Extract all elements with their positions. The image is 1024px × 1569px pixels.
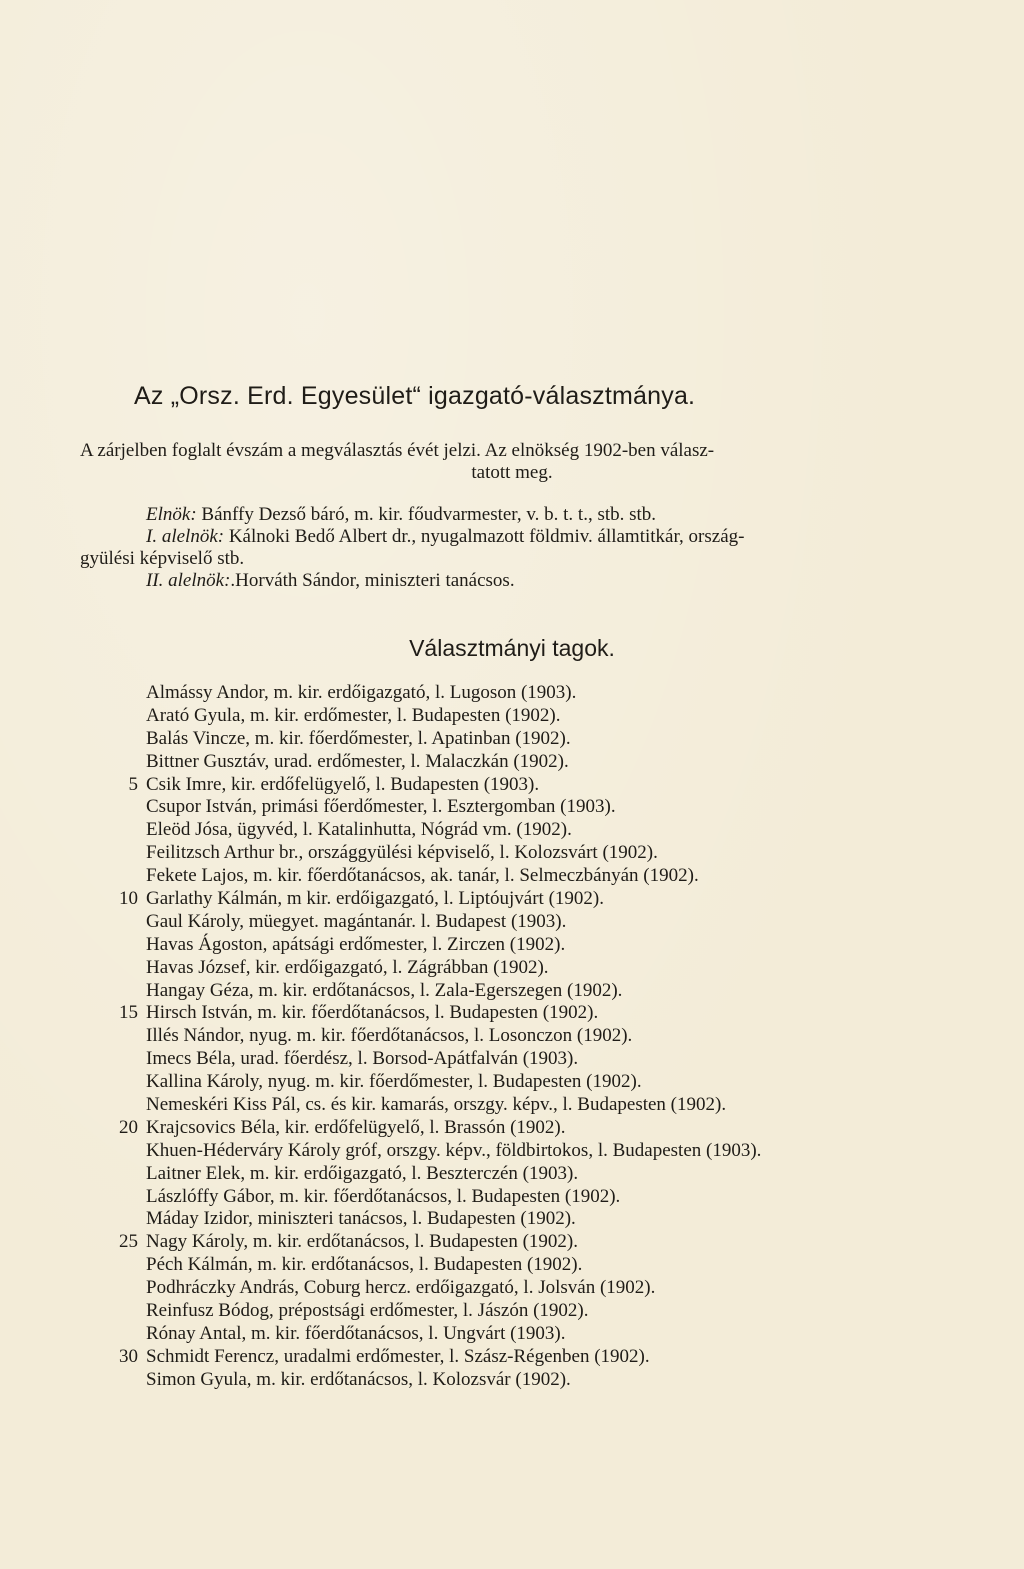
list-item <box>104 1231 964 1254</box>
list-item <box>104 728 964 751</box>
vice-president-2-label: II. alelnök: <box>146 570 231 591</box>
member-entry: Feilitzsch Arthur br., országgyülési képviselő, l. Kolozsvárt (1902). <box>146 842 658 864</box>
list-item <box>104 751 964 774</box>
member-entry: Havas József, kir. erdőigazgató, l. Zágrábban (1902). <box>146 956 549 978</box>
list-item <box>104 705 964 728</box>
member-entry: Lászlóffy Gábor, m. kir. főerdőtanácsos, l. Budapesten (1902). <box>146 1185 621 1207</box>
members-list <box>104 682 964 1392</box>
list-item <box>104 1186 964 1209</box>
member-entry: Bittner Gusztáv, urad. erdőmester, l. Malaczkán (1902). <box>146 750 569 772</box>
line-number: 25 <box>119 1231 138 1253</box>
member-entry: Nemeskéri Kiss Pál, cs. és kir. kamarás, orszgy. képv., l. Budapesten (1902). <box>146 1094 727 1116</box>
page-title: Az „Orsz. Erd. Egyesület“ igazgató-választmánya. <box>134 382 696 410</box>
list-item <box>104 774 964 797</box>
list-item <box>104 1277 964 1300</box>
line-number: 30 <box>119 1345 138 1367</box>
list-item <box>104 682 964 705</box>
list-item <box>104 1140 964 1163</box>
member-entry: Gaul Károly, müegyet. magántanár. l. Budapest (1903). <box>146 910 567 932</box>
president-label: Elnök: <box>146 504 197 525</box>
list-item <box>104 842 964 865</box>
member-entry: Laitner Elek, m. kir. erdőigazgató, l. Beszterczén (1903). <box>146 1162 579 1184</box>
member-entry: Fekete Lajos, m. kir. főerdőtanácsos, ak. tanár, l. Selmeczbányán (1902). <box>146 865 699 887</box>
list-item <box>104 1254 964 1277</box>
list-item <box>104 1094 964 1117</box>
intro-paragraph-line2: tatott meg. <box>471 462 553 483</box>
list-item <box>104 1048 964 1071</box>
member-entry: Reinfusz Bódog, prépostsági erdőmester, l. Jászón (1902). <box>146 1300 589 1322</box>
list-item <box>104 865 964 888</box>
member-entry: Nagy Károly, m. kir. erdőtanácsos, l. Budapesten (1902). <box>146 1231 578 1253</box>
vice-president-2-text: .Horváth Sándor, miniszteri tanácsos. <box>230 570 515 591</box>
vice-president-1-text: Kálnoki Bedő Albert dr., nyugalmazott földmiv. államtitkár, ország- <box>228 526 745 547</box>
member-entry: Podhráczky András, Coburg hercz. erdőigazgató, l. Jolsván (1902). <box>146 1277 656 1299</box>
vice-president-1-continuation: gyülési képviselő stb. <box>80 548 245 569</box>
member-entry: Havas Ágoston, apátsági erdőmester, l. Zirczen (1902). <box>146 933 566 955</box>
member-entry: Máday Izidor, miniszteri tanácsos, l. Budapesten (1902). <box>146 1208 576 1230</box>
member-entry: Krajcsovics Béla, kir. erdőfelügyelő, l. Brassón (1902). <box>146 1116 566 1138</box>
member-entry: Rónay Antal, m. kir. főerdőtanácsos, l. Ungvárt (1903). <box>146 1322 566 1344</box>
member-entry: Almássy Andor, m. kir. erdőigazgató, l. Lugoson (1903). <box>146 682 577 703</box>
list-item <box>104 819 964 842</box>
member-entry: Arató Gyula, m. kir. erdőmester, l. Budapesten (1902). <box>146 704 561 726</box>
list-item <box>104 1002 964 1025</box>
member-entry: Péch Kálmán, m. kir. erdőtanácsos, l. Budapesten (1902). <box>146 1254 583 1276</box>
list-item <box>104 1071 964 1094</box>
list-item <box>104 957 964 980</box>
list-item <box>104 1369 964 1392</box>
intro-paragraph-line1: A zárjelben foglalt évszám a megválasztás évét jelzi. Az elnökség 1902-ben válasz- <box>80 440 715 461</box>
vice-president-1-line <box>80 526 948 548</box>
vice-president-1-label: I. alelnök: <box>146 526 225 547</box>
president-line <box>80 504 948 526</box>
line-number: 5 <box>128 773 138 795</box>
member-entry: Hirsch István, m. kir. főerdőtanácsos, l. Budapesten (1902). <box>146 1002 599 1024</box>
list-item <box>104 1346 964 1369</box>
list-item <box>104 888 964 911</box>
list-item <box>104 1163 964 1186</box>
member-entry: Garlathy Kálmán, m kir. erdőigazgató, l. Liptóujvárt (1902). <box>146 888 604 910</box>
list-item <box>104 1025 964 1048</box>
line-number: 15 <box>119 1002 138 1024</box>
president-text: Bánffy Dezső báró, m. kir. főudvarmester, v. b. t. t., stb. stb. <box>201 504 657 525</box>
member-entry: Imecs Béla, urad. főerdész, l. Borsod-Apátfalván (1903). <box>146 1048 579 1070</box>
vice-president-2-line <box>80 570 948 592</box>
line-number: 20 <box>119 1116 138 1138</box>
list-item <box>104 1117 964 1140</box>
member-entry: Hangay Géza, m. kir. erdőtanácsos, l. Zala-Egerszegen (1902). <box>146 979 623 1001</box>
member-entry: Eleöd Jósa, ügyvéd, l. Katalinhutta, Nógrád vm. (1902). <box>146 819 572 841</box>
list-item <box>104 1323 964 1346</box>
member-entry: Balás Vincze, m. kir. főerdőmester, l. Apatinban (1902). <box>146 727 571 749</box>
member-entry: Csupor István, primási főerdőmester, l. Esztergomban (1903). <box>146 796 616 818</box>
list-item <box>104 980 964 1003</box>
member-entry: Csik Imre, kir. erdőfelügyelő, l. Budapesten (1903). <box>146 773 540 795</box>
member-entry: Simon Gyula, m. kir. erdőtanácsos, l. Kolozsvár (1902). <box>146 1368 571 1390</box>
member-entry: Khuen-Héderváry Károly gróf, orszgy. képv., földbirtokos, l. Budapesten (1903). <box>146 1139 762 1161</box>
list-item <box>104 796 964 819</box>
member-entry: Schmidt Ferencz, uradalmi erdőmester, l. Szász-Régenben (1902). <box>146 1345 650 1367</box>
list-item <box>104 911 964 934</box>
member-entry: Kallina Károly, nyug. m. kir. főerdőmester, l. Budapesten (1902). <box>146 1071 642 1093</box>
officers-block <box>80 504 948 592</box>
list-item <box>104 1300 964 1323</box>
member-entry: Illés Nándor, nyug. m. kir. főerdőtanácsos, l. Losonczon (1902). <box>146 1025 633 1047</box>
members-heading: Választmányi tagok. <box>409 635 615 661</box>
line-number: 10 <box>119 888 138 910</box>
list-item <box>104 934 964 957</box>
list-item <box>104 1208 964 1231</box>
